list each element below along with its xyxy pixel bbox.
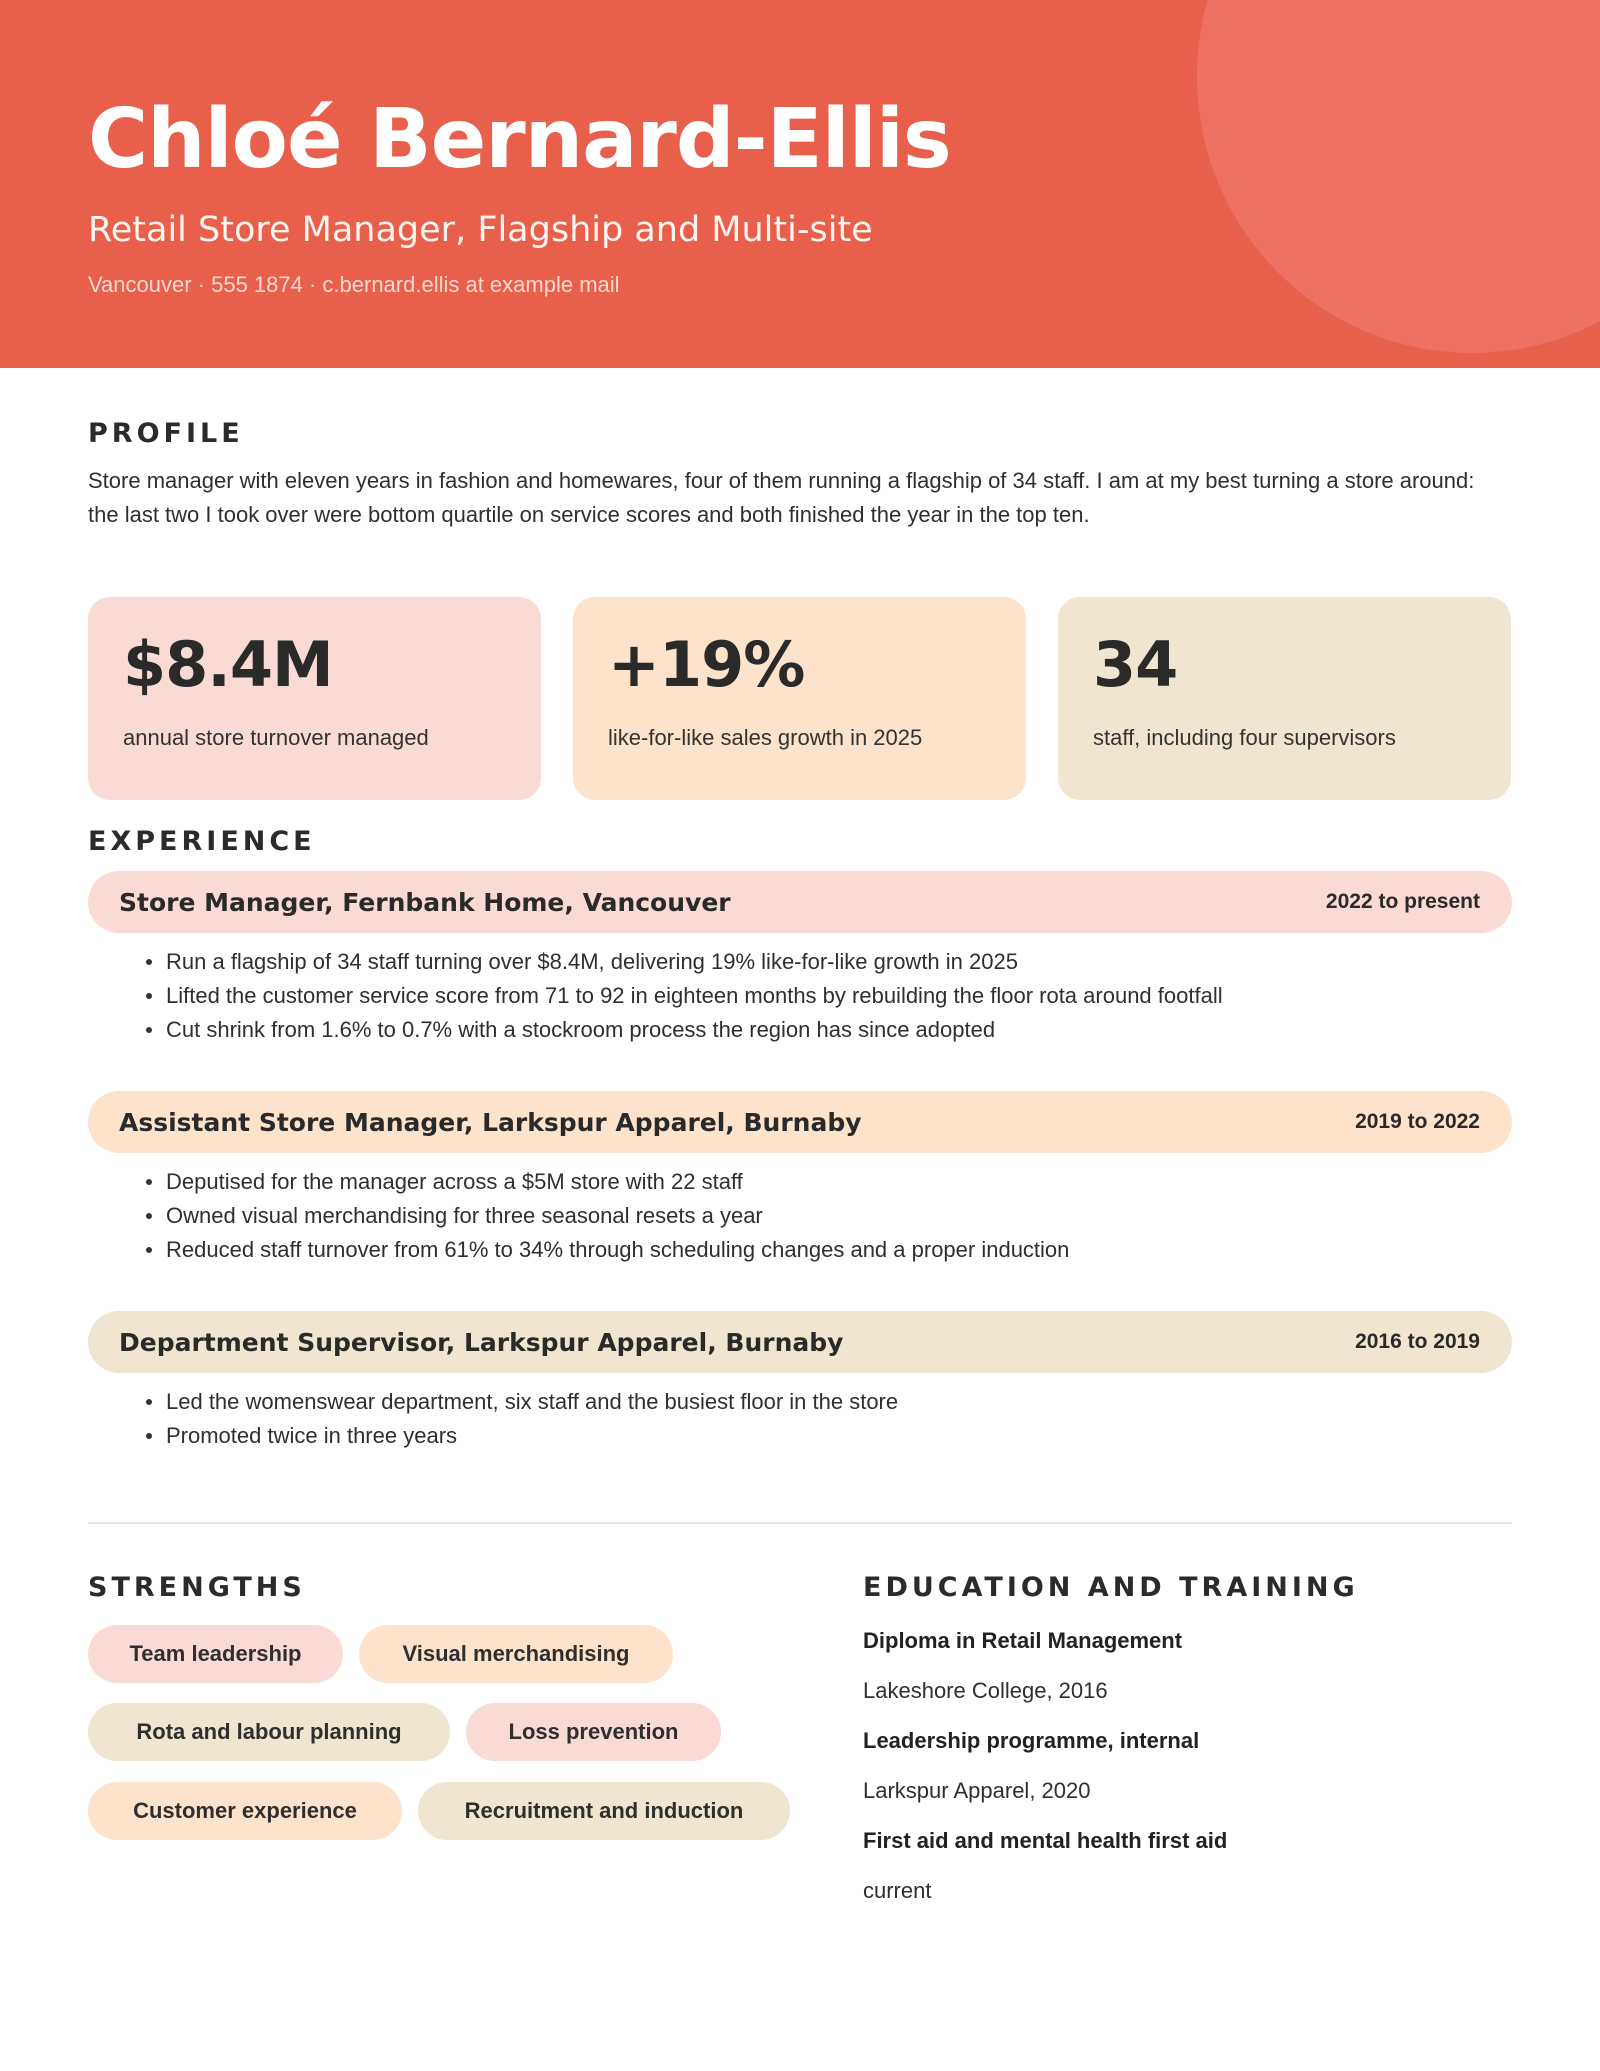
job-title: Department Supervisor, Larkspur Apparel, Burnaby xyxy=(119,1327,844,1357)
job-dates: 2016 to 2019 xyxy=(1355,1330,1480,1353)
strength-tag: Customer experience xyxy=(88,1782,402,1840)
job-bullets xyxy=(166,945,1223,1047)
job-dates: 2022 to present xyxy=(1325,890,1480,913)
stat-card-growth xyxy=(573,597,1026,800)
contact-line: Vancouver · 555 1874 · c.bernard.ellis at example mail xyxy=(88,272,620,297)
job-title: Store Manager, Fernbank Home, Vancouver xyxy=(119,887,731,917)
strength-tag: Recruitment and induction xyxy=(418,1782,790,1840)
education-name: Diploma in Retail Management xyxy=(863,1628,1183,1653)
education-name: Leadership programme, internal xyxy=(863,1728,1200,1753)
strength-tag: Loss prevention xyxy=(466,1703,721,1761)
profile-text: Store manager with eleven years in fashion and homewares, four of them running a flagship of 34 staff. I am at my best turning a store around: the last two I took over were bottom quartile on service scores and both finished the year in the top ten. xyxy=(88,468,1475,527)
stat-label: staff, including four supervisors xyxy=(1093,725,1396,750)
stat-card-staff xyxy=(1058,597,1511,800)
education-detail: Lakeshore College, 2016 xyxy=(863,1678,1108,1703)
stat-value: 34 xyxy=(1093,628,1178,701)
stat-card-turnover xyxy=(88,597,541,800)
stat-value: $8.4M xyxy=(123,628,333,701)
job-dates: 2019 to 2022 xyxy=(1355,1110,1480,1133)
stat-label: annual store turnover managed xyxy=(123,725,429,750)
education-detail: Larkspur Apparel, 2020 xyxy=(863,1778,1091,1803)
list-item: Owned visual merchandising for three seasonal resets a year xyxy=(166,1199,1069,1233)
stat-value: +19% xyxy=(608,628,805,701)
candidate-name: Chloé Bernard-Ellis xyxy=(88,92,951,187)
list-item: Lifted the customer service score from 71 to 92 in eighteen months by rebuilding the floor rota around footfall xyxy=(166,979,1223,1013)
list-item: Cut shrink from 1.6% to 0.7% with a stockroom process the region has since adopted xyxy=(166,1013,1223,1047)
strength-tag: Visual merchandising xyxy=(359,1625,673,1683)
strength-tag: Team leadership xyxy=(88,1625,343,1683)
education-heading: EDUCATION AND TRAINING xyxy=(863,1572,1359,1603)
list-item: Deputised for the manager across a $5M store with 22 staff xyxy=(166,1165,1069,1199)
list-item: Reduced staff turnover from 61% to 34% through scheduling changes and a proper induction xyxy=(166,1233,1069,1267)
job-bullets xyxy=(166,1165,1069,1267)
education-detail: current xyxy=(863,1878,932,1903)
profile-heading: PROFILE xyxy=(88,418,244,449)
section-divider xyxy=(88,1522,1512,1524)
job-header-store-manager xyxy=(88,871,1512,933)
header-banner xyxy=(0,0,1600,368)
list-item: Promoted twice in three years xyxy=(166,1419,898,1453)
job-bullets xyxy=(166,1385,898,1453)
stat-label: like-for-like sales growth in 2025 xyxy=(608,725,923,750)
education-name: First aid and mental health first aid xyxy=(863,1828,1228,1853)
job-header-department-supervisor xyxy=(88,1311,1512,1373)
job-header-assistant-manager xyxy=(88,1091,1512,1153)
decorative-circle xyxy=(1197,0,1600,353)
job-title: Assistant Store Manager, Larkspur Apparel, Burnaby xyxy=(119,1107,862,1137)
list-item: Led the womenswear department, six staff and the busiest floor in the store xyxy=(166,1385,898,1419)
list-item: Run a flagship of 34 staff turning over $8.4M, delivering 19% like-for-like growth in 2025 xyxy=(166,945,1223,979)
experience-heading: EXPERIENCE xyxy=(88,826,316,857)
candidate-role: Retail Store Manager, Flagship and Multi-site xyxy=(88,210,873,250)
strength-tag: Rota and labour planning xyxy=(88,1703,450,1761)
strengths-heading: STRENGTHS xyxy=(88,1572,306,1603)
